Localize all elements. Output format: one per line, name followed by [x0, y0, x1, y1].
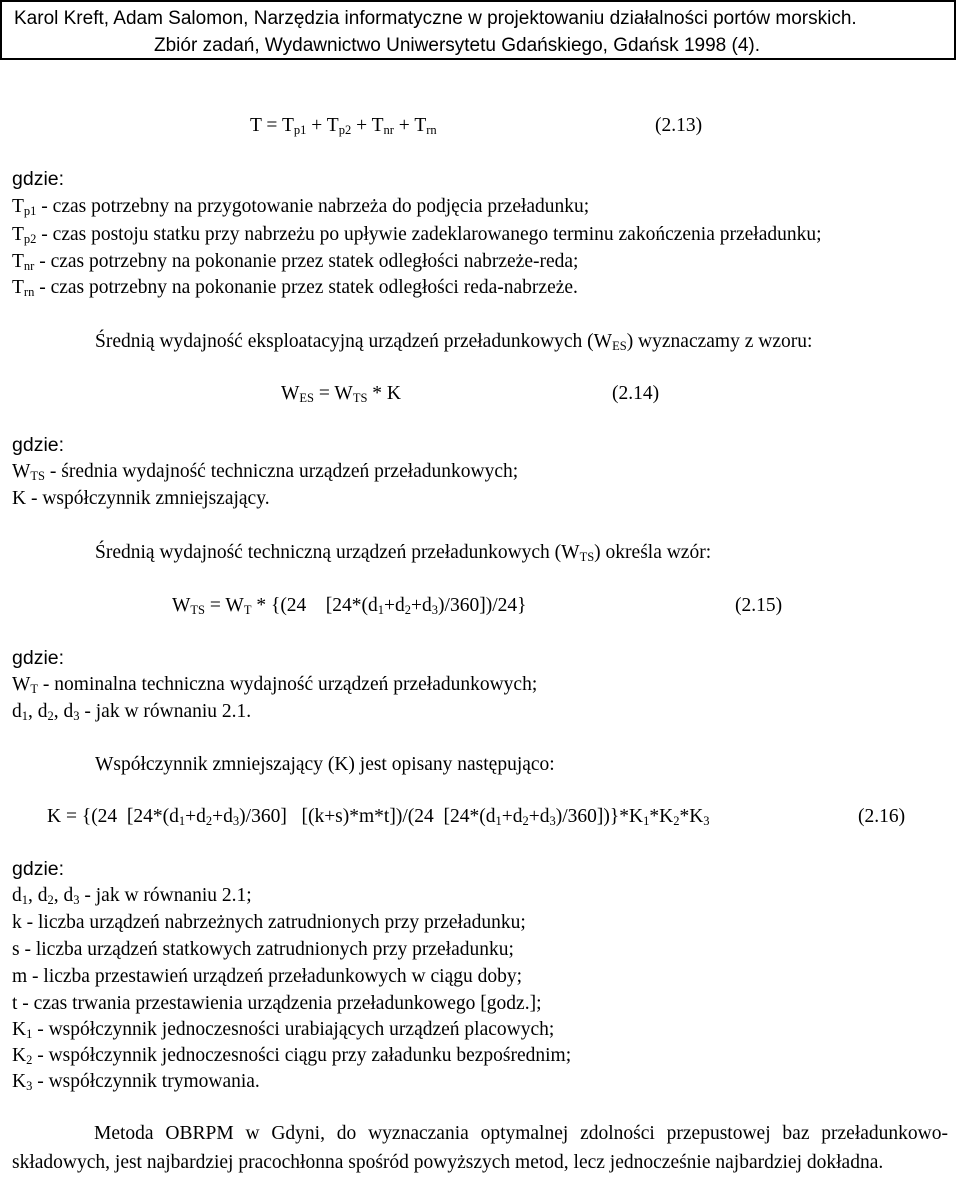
paragraph-k: Współczynnik zmniejszający (K) jest opisany następująco: [95, 754, 555, 775]
definition-wt: $W_T$ - nominalna techniczna wydajność urządzeń przeładunkowych; [12, 674, 538, 696]
definition-k3: $K_3$ - współczynnik trymowania. [12, 1071, 260, 1093]
definition-d: $d_1$, $d_2$, $d_3$ - jak w równaniu 2.1; [12, 885, 252, 907]
closing-paragraph [12, 1119, 948, 1177]
definition-k: K - współczynnik zmniejszający. [12, 488, 270, 509]
definition-tp2: $T_{p2}$ - czas postoju statku przy nabrzeżu po upływie zadeklarowanego terminu zakończenia przeładunku; [12, 224, 822, 246]
where-label: gdzie: [12, 858, 65, 880]
definition-t: t - czas trwania przestawienia urządzenia przeładunkowego [godz.]; [12, 993, 542, 1014]
definition-d: $d_1$, $d_2$, $d_3$ - jak w równaniu 2.1. [12, 701, 252, 723]
definition-trn: $T_{rn}$ - czas potrzebny na pokonanie przez statek odległości reda-nabrzeże. [12, 277, 578, 299]
paragraph-wes: Średnią wydajność eksploatacyjną urządzeń przeładunkowych $(W_{ES})$ wyznaczamy z wzoru: [95, 331, 813, 353]
equation-2-13: $T = T_{p1} + T_{p2} + T_{nr} + T_{rn}$ [250, 115, 437, 137]
closing-paragraph-text: Metoda OBRPM w Gdyni, do wyznaczania optymalnej zdolności przepustowej baz przeładunkowo-składowych, jest najbardziej pracochłonna spośród powyższych metod, lecz jednocześnie najbardziej dokładna. [12, 1123, 948, 1173]
equation-2-13-number: (2.13) [655, 115, 703, 136]
equation-2-14: $W_{ES} = W_{TS} * K$ [281, 383, 401, 405]
definition-tnr: $T_{nr}$ - czas potrzebny na pokonanie przez statek odległości nabrzeże-reda; [12, 251, 579, 273]
definition-wts: $W_{TS}$ - średnia wydajność techniczna urządzeń przeładunkowych; [12, 461, 519, 483]
equation-2-15-number: (2.15) [735, 595, 783, 616]
definition-k1: $K_1$ - współczynnik jednoczesności urabiających urządzeń placowych; [12, 1019, 555, 1041]
definition-m: m - liczba przestawień urządzeń przeładunkowych w ciągu doby; [12, 966, 523, 987]
definition-s: s - liczba urządzeń statkowych zatrudnionych przy przeładunku; [12, 939, 514, 960]
equation-2-16: K = {(24 $[24*(d_1+d_2+d_3)/360]$ [(k+s)*m*t])/(24 $[24*(d_1+d_2+d_3)/360])\}*K_1*K_2*K_3$ [47, 806, 710, 828]
where-label: gdzie: [12, 647, 65, 669]
definition-tp1: $T_{p1}$ - czas potrzebny na przygotowanie nabrzeża do podjęcia przeładunku; [12, 196, 590, 218]
where-label: gdzie: [12, 434, 65, 456]
header-citation-line-2: Zbiór zadań, Wydawnictwo Uniwersytetu Gdańskiego, Gdańsk 1998 (4). [154, 35, 761, 56]
equation-2-14-number: (2.14) [612, 383, 660, 404]
equation-2-16-number: (2.16) [858, 806, 906, 827]
definition-k-lower: k - liczba urządzeń nabrzeżnych zatrudnionych przy przeładunku; [12, 912, 526, 933]
equation-2-15: $W_{TS} = W_T * \{(24$ $[24*(d_1+d_2+d_3)/360])/24$} [172, 595, 527, 617]
definition-k2: $K_2$ - współczynnik jednoczesności ciągu przy załadunku bezpośrednim; [12, 1045, 572, 1067]
header-citation-line-1: Karol Kreft, Adam Salomon, Narzędzia informatyczne w projektowaniu działalności portów morskich. [14, 8, 857, 29]
page-header [0, 0, 956, 60]
paragraph-wts: Średnią wydajność techniczną urządzeń przeładunkowych $(W_{TS})$ określa wzór: [95, 542, 712, 564]
where-label: gdzie: [12, 168, 65, 190]
